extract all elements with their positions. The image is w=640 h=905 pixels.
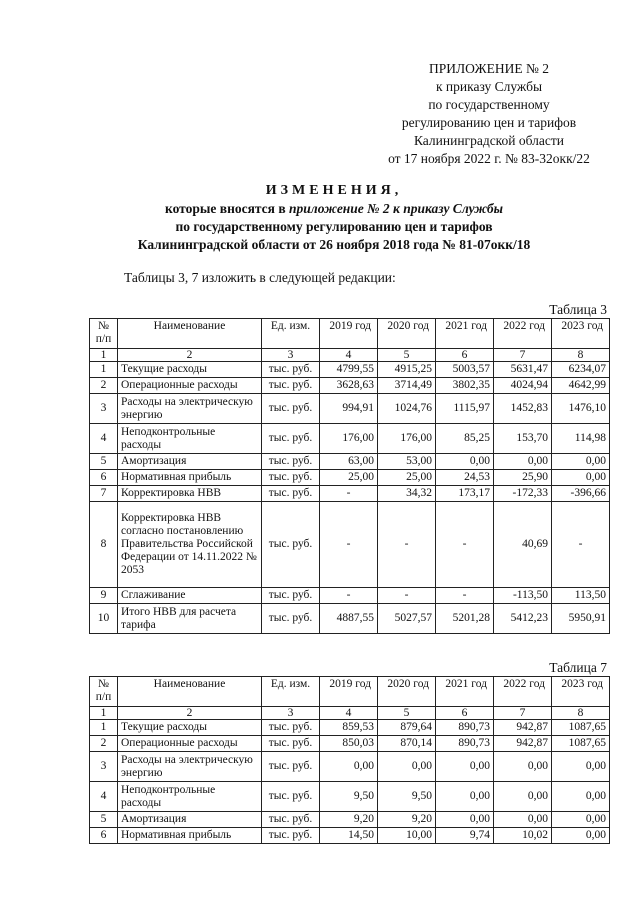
row-name-cell: Нормативная прибыль (118, 470, 262, 486)
row-value-cell: -172,33 (494, 486, 552, 502)
column-index-cell: 2 (118, 349, 262, 362)
header-unit-cell: Ед. изм. (262, 677, 320, 707)
row-value-cell: 0,00 (436, 812, 494, 828)
heading-line-3: Калининградской области от 26 ноября 2018 года № 81-07окк/18 (137, 237, 531, 252)
header-name-cell: Наименование (118, 677, 262, 707)
header-name-cell: Наименование (118, 319, 262, 349)
row-value-cell: 0,00 (552, 752, 610, 782)
header-unit-cell: Ед. изм. (262, 319, 320, 349)
row-value-cell: 25,00 (320, 470, 378, 486)
row-value-cell: 85,25 (436, 424, 494, 454)
heading-line-1 (100, 200, 568, 218)
row-value-cell: 1087,65 (552, 736, 610, 752)
row-unit-cell: тыс. руб. (262, 362, 320, 378)
column-index-cell: 6 (436, 349, 494, 362)
row-unit-cell: тыс. руб. (262, 470, 320, 486)
table-row (90, 828, 610, 844)
row-value-cell: - (436, 588, 494, 604)
row-value-cell: 870,14 (378, 736, 436, 752)
row-number-cell: 5 (90, 454, 118, 470)
row-value-cell: 0,00 (320, 752, 378, 782)
row-unit-cell: тыс. руб. (262, 782, 320, 812)
header-row (90, 677, 610, 707)
row-value-cell: 0,00 (436, 454, 494, 470)
row-number-cell: 8 (90, 502, 118, 588)
header-year-cell: 2019 год (320, 677, 378, 707)
row-unit-cell: тыс. руб. (262, 720, 320, 736)
row-value-cell: - (378, 588, 436, 604)
row-name-cell: Нормативная прибыль (118, 828, 262, 844)
row-value-cell: 1115,97 (436, 394, 494, 424)
header-year-cell: 2019 год (320, 319, 378, 349)
row-value-cell: 9,50 (378, 782, 436, 812)
row-value-cell: 25,90 (494, 470, 552, 486)
row-value-cell: 3802,35 (436, 378, 494, 394)
row-value-cell: 9,50 (320, 782, 378, 812)
row-value-cell: 176,00 (378, 424, 436, 454)
column-index-cell: 3 (262, 349, 320, 362)
header-year-cell: 2023 год (552, 677, 610, 707)
row-value-cell: - (320, 502, 378, 588)
table-row (90, 588, 610, 604)
appendix-line: по государственному (428, 97, 550, 112)
row-unit-cell: тыс. руб. (262, 588, 320, 604)
table-row (90, 502, 610, 588)
appendix-line: от 17 ноября 2022 г. № 83-32окк/22 (388, 151, 590, 166)
row-value-cell: 153,70 (494, 424, 552, 454)
appendix-block (366, 60, 612, 168)
table-row (90, 454, 610, 470)
row-value-cell: 176,00 (320, 424, 378, 454)
row-value-cell: 5631,47 (494, 362, 552, 378)
row-number-cell: 4 (90, 424, 118, 454)
row-number-cell: 9 (90, 588, 118, 604)
row-name-cell: Операционные расходы (118, 378, 262, 394)
column-index-cell: 3 (262, 707, 320, 720)
document-heading (100, 182, 568, 254)
row-value-cell: 0,00 (552, 812, 610, 828)
row-value-cell: -113,50 (494, 588, 552, 604)
row-value-cell: 0,00 (552, 470, 610, 486)
row-number-cell: 7 (90, 486, 118, 502)
table-row (90, 752, 610, 782)
column-index-cell: 7 (494, 707, 552, 720)
row-value-cell: 5003,57 (436, 362, 494, 378)
row-value-cell: 10,02 (494, 828, 552, 844)
row-value-cell: 4642,99 (552, 378, 610, 394)
row-value-cell: 4887,55 (320, 604, 378, 634)
table-row (90, 736, 610, 752)
table-row (90, 720, 610, 736)
row-value-cell: 942,87 (494, 720, 552, 736)
row-number-cell: 5 (90, 812, 118, 828)
row-unit-cell: тыс. руб. (262, 454, 320, 470)
row-name-cell: Текущие расходы (118, 362, 262, 378)
row-number-cell: 3 (90, 394, 118, 424)
row-value-cell: 63,00 (320, 454, 378, 470)
table-row (90, 486, 610, 502)
column-index-row (90, 349, 610, 362)
row-value-cell: 890,73 (436, 720, 494, 736)
row-value-cell: - (320, 486, 378, 502)
table-row (90, 424, 610, 454)
column-index-cell: 8 (552, 349, 610, 362)
column-index-cell: 8 (552, 707, 610, 720)
row-unit-cell: тыс. руб. (262, 394, 320, 424)
row-value-cell: - (378, 502, 436, 588)
row-value-cell: 0,00 (436, 752, 494, 782)
heading-line-1-plain: которые вносятся в (164, 201, 290, 216)
row-unit-cell: тыс. руб. (262, 812, 320, 828)
row-value-cell: 9,20 (378, 812, 436, 828)
row-value-cell: 0,00 (494, 812, 552, 828)
row-value-cell: 24,53 (436, 470, 494, 486)
row-value-cell: 1452,83 (494, 394, 552, 424)
header-year-cell: 2021 год (436, 319, 494, 349)
row-number-cell: 1 (90, 362, 118, 378)
row-number-cell: 2 (90, 736, 118, 752)
row-value-cell: 4799,55 (320, 362, 378, 378)
row-value-cell: 113,50 (552, 588, 610, 604)
column-index-cell: 4 (320, 349, 378, 362)
row-value-cell: 0,00 (494, 752, 552, 782)
header-year-cell: 2022 год (494, 319, 552, 349)
header-num-cell: № п/п (90, 677, 118, 707)
row-value-cell: - (320, 588, 378, 604)
column-index-cell: 5 (378, 707, 436, 720)
column-index-cell: 2 (118, 707, 262, 720)
row-number-cell: 6 (90, 470, 118, 486)
row-value-cell: 3714,49 (378, 378, 436, 394)
appendix-line: ПРИЛОЖЕНИЕ № 2 (428, 61, 550, 76)
table-row (90, 394, 610, 424)
row-name-cell: Корректировка НВВ согласно постановлению Правительства Российской Федерации от 14.11.2022 № 2053 (118, 502, 262, 588)
row-value-cell: 942,87 (494, 736, 552, 752)
row-name-cell: Итого НВВ для расчета тарифа (118, 604, 262, 634)
row-value-cell: 173,17 (436, 486, 494, 502)
row-value-cell: 4024,94 (494, 378, 552, 394)
row-name-cell: Неподконтрольные расходы (118, 424, 262, 454)
table-3 (89, 318, 610, 634)
row-value-cell: 0,00 (494, 782, 552, 812)
row-value-cell: 53,00 (378, 454, 436, 470)
row-unit-cell: тыс. руб. (262, 604, 320, 634)
row-name-cell: Операционные расходы (118, 736, 262, 752)
column-index-cell: 7 (494, 349, 552, 362)
row-unit-cell: тыс. руб. (262, 486, 320, 502)
row-value-cell: 5412,23 (494, 604, 552, 634)
header-year-cell: 2021 год (436, 677, 494, 707)
row-value-cell: 10,00 (378, 828, 436, 844)
column-index-cell: 5 (378, 349, 436, 362)
column-index-cell: 1 (90, 349, 118, 362)
row-value-cell: 5027,57 (378, 604, 436, 634)
row-name-cell: Корректировка НВВ (118, 486, 262, 502)
row-value-cell: -396,66 (552, 486, 610, 502)
row-value-cell: 14,50 (320, 828, 378, 844)
table-7 (89, 676, 610, 844)
header-year-cell: 2023 год (552, 319, 610, 349)
row-value-cell: 994,91 (320, 394, 378, 424)
table-row (90, 604, 610, 634)
row-value-cell: 0,00 (494, 454, 552, 470)
row-value-cell: 0,00 (552, 454, 610, 470)
row-value-cell: 1087,65 (552, 720, 610, 736)
header-num-cell: № п/п (90, 319, 118, 349)
row-name-cell: Текущие расходы (118, 720, 262, 736)
row-value-cell: 879,64 (378, 720, 436, 736)
row-unit-cell: тыс. руб. (262, 424, 320, 454)
table-row (90, 812, 610, 828)
row-value-cell: 859,53 (320, 720, 378, 736)
row-value-cell: 9,20 (320, 812, 378, 828)
row-value-cell: 1024,76 (378, 394, 436, 424)
row-value-cell: 1476,10 (552, 394, 610, 424)
row-value-cell: 3628,63 (320, 378, 378, 394)
row-name-cell: Амортизация (118, 812, 262, 828)
row-unit-cell: тыс. руб. (262, 828, 320, 844)
header-year-cell: 2020 год (378, 677, 436, 707)
column-index-cell: 1 (90, 707, 118, 720)
row-unit-cell: тыс. руб. (262, 502, 320, 588)
row-value-cell: 0,00 (552, 782, 610, 812)
row-number-cell: 2 (90, 378, 118, 394)
table-row (90, 362, 610, 378)
row-value-cell: 5201,28 (436, 604, 494, 634)
row-value-cell: 850,03 (320, 736, 378, 752)
table-row (90, 378, 610, 394)
row-value-cell: 4915,25 (378, 362, 436, 378)
appendix-line: к приказу Службы (435, 79, 543, 94)
column-index-row (90, 707, 610, 720)
header-row (90, 319, 610, 349)
row-value-cell: 25,00 (378, 470, 436, 486)
row-unit-cell: тыс. руб. (262, 752, 320, 782)
row-value-cell: - (436, 502, 494, 588)
table-row (90, 782, 610, 812)
table-3-caption: Таблица 3 (549, 302, 607, 317)
row-value-cell: - (552, 502, 610, 588)
row-value-cell: 6234,07 (552, 362, 610, 378)
row-number-cell: 1 (90, 720, 118, 736)
table-7-caption: Таблица 7 (549, 660, 607, 675)
row-number-cell: 10 (90, 604, 118, 634)
row-value-cell: 0,00 (552, 828, 610, 844)
column-index-cell: 6 (436, 707, 494, 720)
row-number-cell: 4 (90, 782, 118, 812)
heading-line-2: по государственному регулированию цен и тарифов (175, 219, 493, 234)
row-value-cell: 890,73 (436, 736, 494, 752)
instruction-text: Таблицы 3, 7 изложить в следующей редакции: (124, 270, 396, 285)
row-value-cell: 34,32 (378, 486, 436, 502)
column-index-cell: 4 (320, 707, 378, 720)
heading-title: ИЗМЕНЕНИЯ, (265, 183, 403, 198)
row-name-cell: Расходы на электрическую энергию (118, 394, 262, 424)
appendix-line: Калининградской области (413, 133, 565, 148)
heading-line-1-italic: приложение № 2 к приказу Службы (289, 201, 504, 216)
row-number-cell: 6 (90, 828, 118, 844)
row-name-cell: Сглаживание (118, 588, 262, 604)
header-year-cell: 2020 год (378, 319, 436, 349)
row-value-cell: 0,00 (378, 752, 436, 782)
row-unit-cell: тыс. руб. (262, 378, 320, 394)
row-value-cell: 9,74 (436, 828, 494, 844)
row-value-cell: 0,00 (436, 782, 494, 812)
row-value-cell: 40,69 (494, 502, 552, 588)
table-row (90, 470, 610, 486)
row-unit-cell: тыс. руб. (262, 736, 320, 752)
row-name-cell: Расходы на электрическую энергию (118, 752, 262, 782)
row-number-cell: 3 (90, 752, 118, 782)
row-name-cell: Амортизация (118, 454, 262, 470)
row-value-cell: 114,98 (552, 424, 610, 454)
header-year-cell: 2022 год (494, 677, 552, 707)
row-value-cell: 5950,91 (552, 604, 610, 634)
row-name-cell: Неподконтрольные расходы (118, 782, 262, 812)
appendix-line: регулированию цен и тарифов (401, 115, 577, 130)
